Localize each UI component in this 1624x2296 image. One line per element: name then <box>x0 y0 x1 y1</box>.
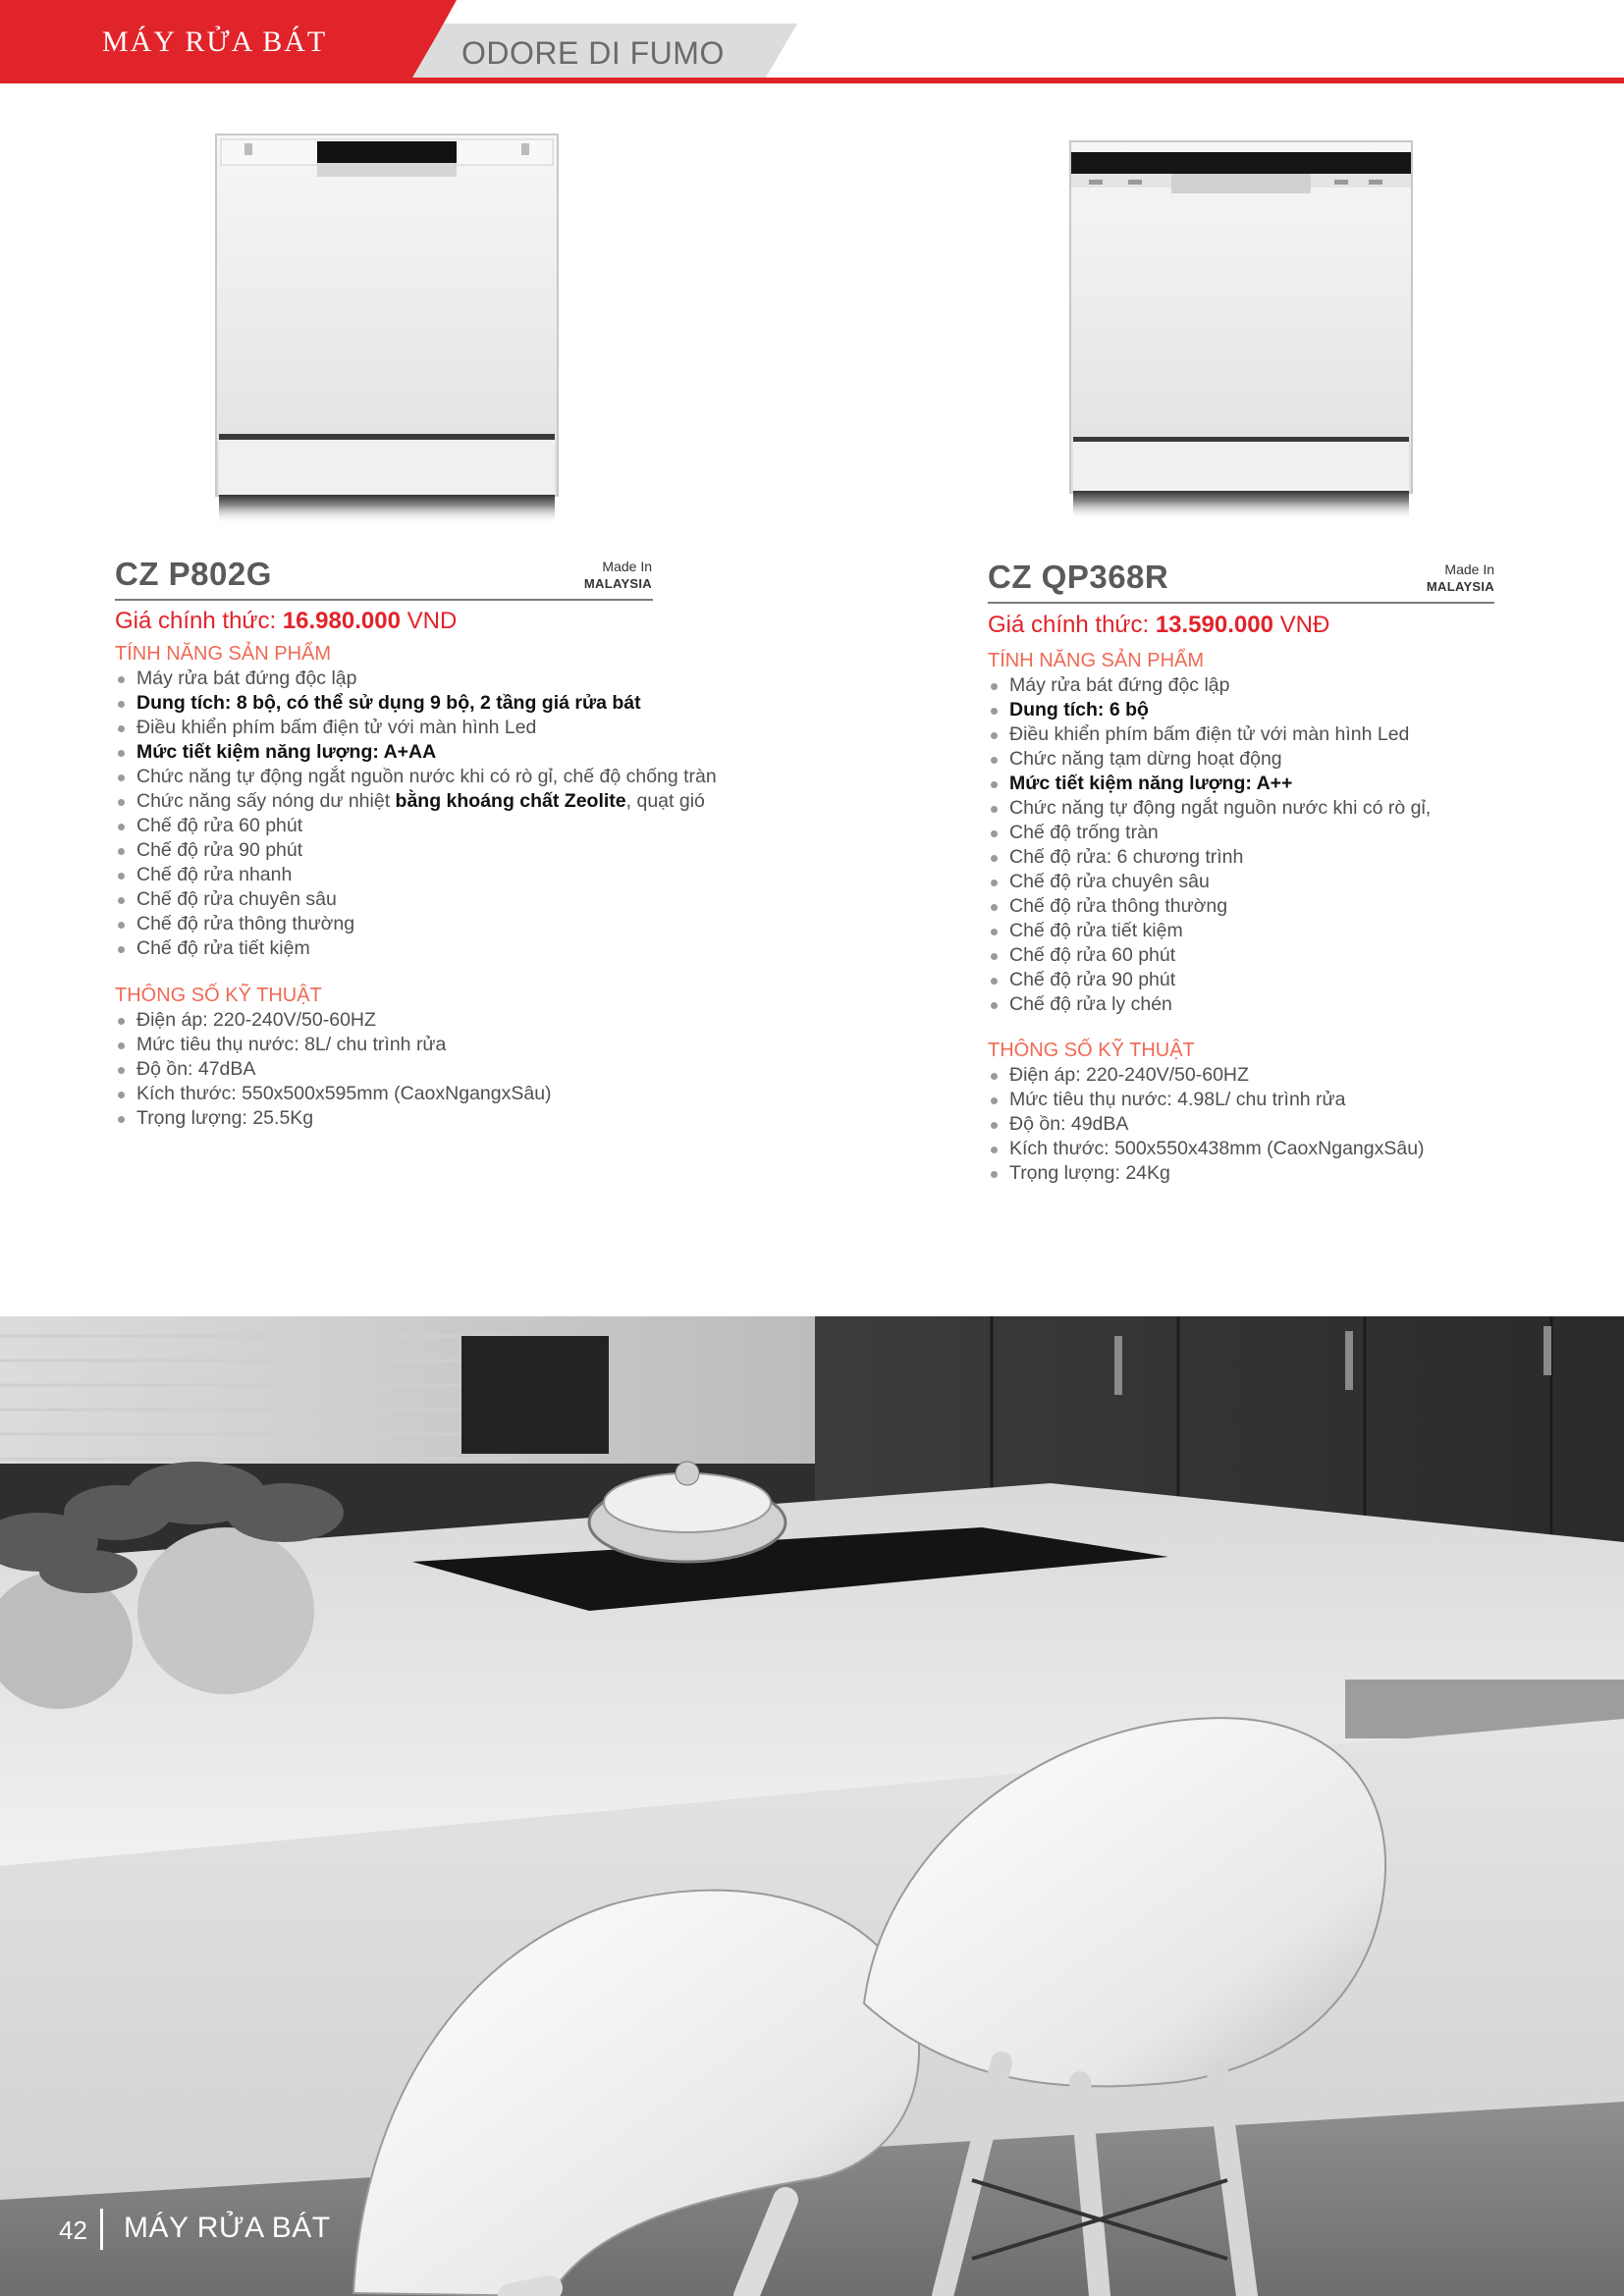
list-item: Trọng lượng: 24Kg <box>988 1161 1425 1186</box>
title-divider <box>988 602 1494 604</box>
features-list <box>988 673 1431 1017</box>
list-item: Độ ồn: 49dBA <box>988 1112 1425 1137</box>
features-heading: TÍNH NĂNG SẢN PHẨM <box>115 643 332 665</box>
list-item: Chế độ rửa: 6 chương trình <box>988 845 1431 870</box>
kitchen-photo <box>0 1316 1624 2296</box>
list-item: Mức tiêu thụ nước: 4.98L/ chu trình rửa <box>988 1088 1425 1112</box>
list-item: Chế độ rửa thông thường <box>988 894 1431 919</box>
list-item: Kích thước: 550x500x595mm (CaoxNgangxSâu) <box>115 1082 552 1106</box>
dishwasher-illustration <box>1069 140 1413 533</box>
kitchen-scene-illustration <box>0 1316 1624 2296</box>
list-item: Chức năng tạm dừng hoạt động <box>988 747 1431 772</box>
specs-heading: THÔNG SỐ KỸ THUẬT <box>988 1040 1195 1061</box>
list-item: Kích thước: 500x550x438mm (CaoxNgangxSâu) <box>988 1137 1425 1161</box>
feature-text: , quạt gió <box>625 790 705 812</box>
list-item: Máy rửa bát đứng độc lập <box>988 673 1431 698</box>
list-item: Điện áp: 220-240V/50-60HZ <box>115 1008 552 1033</box>
price-label: Giá chính thức: <box>115 608 283 634</box>
list-item: Chế độ rửa tiết kiệm <box>115 936 717 961</box>
list-item: Mức tiêu thụ nước: 8L/ chu trình rửa <box>115 1033 552 1057</box>
list-item: Chế độ rửa 60 phút <box>988 943 1431 968</box>
list-item: Chế độ rửa ly chén <box>988 992 1431 1017</box>
features-heading: TÍNH NĂNG SẢN PHẨM <box>988 650 1205 671</box>
specs-heading: THÔNG SỐ KỸ THUẬT <box>115 985 322 1006</box>
price-label: Giá chính thức: <box>988 612 1156 638</box>
list-item: Chế độ rửa tiết kiệm <box>988 919 1431 943</box>
features-list <box>115 667 717 961</box>
feature-text: Chức năng sấy nóng dư nhiệt <box>136 790 396 812</box>
list-item: Trọng lượng: 25.5Kg <box>115 1106 552 1131</box>
made-in-country: MALAYSIA <box>1426 579 1494 594</box>
footer-divider <box>100 2209 103 2250</box>
product-image-cz-qp368r <box>1069 140 1413 494</box>
list-item: Chế độ rửa 90 phút <box>115 838 717 863</box>
list-item: Chế độ rửa 90 phút <box>988 968 1431 992</box>
price-value: 13.590.000 <box>1155 612 1273 638</box>
product-model: CZ QP368R <box>988 559 1169 595</box>
price-currency: VND <box>400 608 458 634</box>
list-item: Điện áp: 220-240V/50-60HZ <box>988 1063 1425 1088</box>
price-currency: VNĐ <box>1272 612 1330 638</box>
list-item: Điều khiển phím bấm điện tử với màn hình Led <box>988 722 1431 747</box>
made-in-label: Made In <box>1444 561 1494 577</box>
dishwasher-illustration <box>215 133 559 526</box>
list-item: Độ ồn: 47dBA <box>115 1057 552 1082</box>
footer-section-title: MÁY RỬA BÁT <box>124 2212 331 2244</box>
header-brand: ODORE DI FUMO <box>461 35 725 71</box>
product-cz-p802g <box>115 556 717 1145</box>
feature-highlight: bằng khoáng chất Zeolite <box>395 790 626 812</box>
list-item: Chức năng tự động ngắt nguồn nước khi có rò gỉ, chế độ chống tràn <box>115 765 717 789</box>
title-divider <box>115 599 653 601</box>
price-value: 16.980.000 <box>282 608 401 634</box>
product-cz-qp368r <box>988 559 1538 1206</box>
list-item <box>115 789 717 814</box>
list-item: Mức tiết kiệm năng lượng: A+AA <box>115 740 717 765</box>
header-category: MÁY RỬA BÁT <box>102 26 328 58</box>
list-item: Chế độ trống tràn <box>988 821 1431 845</box>
page-number: 42 <box>59 2216 87 2245</box>
list-item: Chế độ rửa nhanh <box>115 863 717 887</box>
list-item: Chức năng tự động ngắt nguồn nước khi có rò gỉ, <box>988 796 1431 821</box>
specs-list <box>115 1008 552 1131</box>
list-item: Mức tiết kiệm năng lượng: A++ <box>988 772 1431 796</box>
specs-list <box>988 1063 1425 1186</box>
list-item: Dung tích: 8 bộ, có thể sử dụng 9 bộ, 2 tầng giá rửa bát <box>115 691 717 716</box>
made-in <box>584 559 652 592</box>
product-price <box>988 612 1329 639</box>
list-item: Máy rửa bát đứng độc lập <box>115 667 717 691</box>
made-in-label: Made In <box>602 559 652 574</box>
made-in <box>1427 561 1494 595</box>
list-item: Chế độ rửa chuyên sâu <box>988 870 1431 894</box>
list-item: Chế độ rửa chuyên sâu <box>115 887 717 912</box>
list-item: Dung tích: 6 bộ <box>988 698 1431 722</box>
product-model: CZ P802G <box>115 556 272 592</box>
list-item: Chế độ rửa 60 phút <box>115 814 717 838</box>
product-price <box>115 608 457 635</box>
made-in-country: MALAYSIA <box>583 576 652 591</box>
product-image-cz-p802g <box>215 133 559 497</box>
list-item: Điều khiển phím bấm điện tử với màn hình Led <box>115 716 717 740</box>
list-item: Chế độ rửa thông thường <box>115 912 717 936</box>
